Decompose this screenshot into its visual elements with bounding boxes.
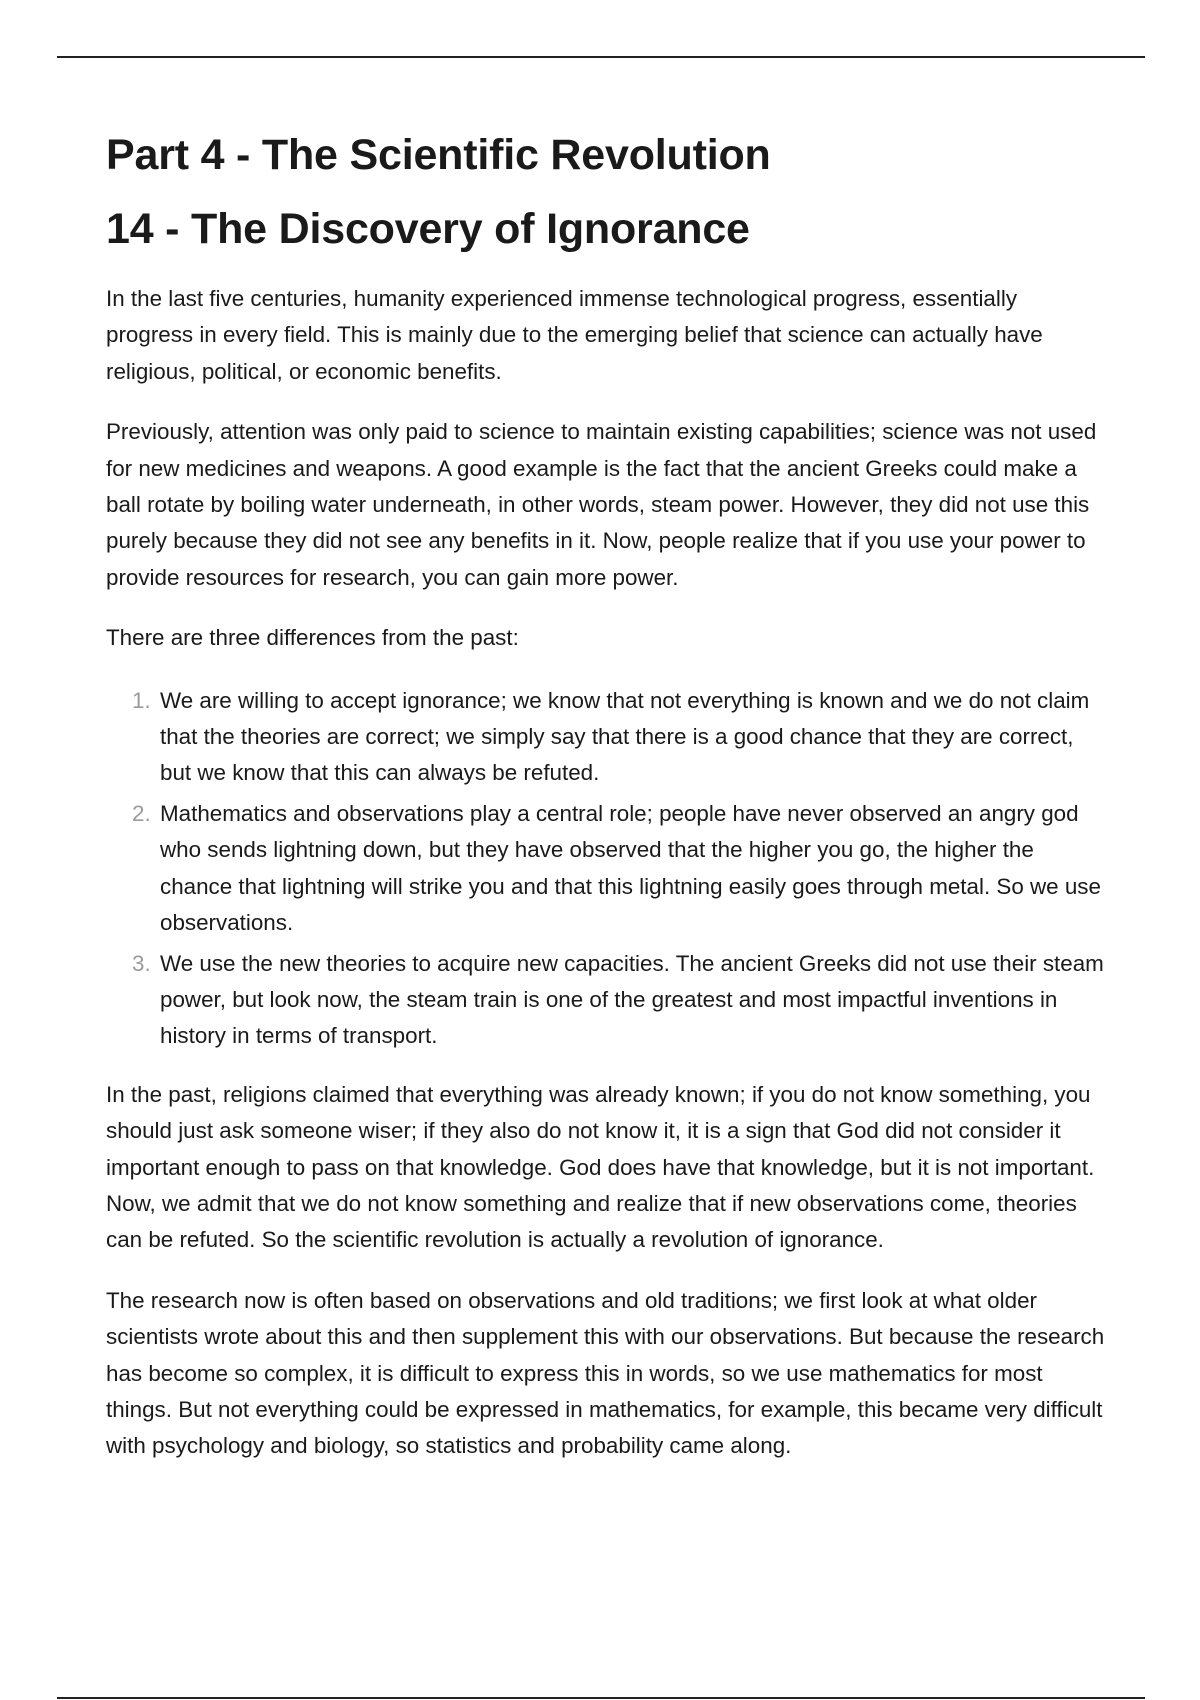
- top-divider: [57, 56, 1145, 58]
- paragraph-previously: Previously, attention was only paid to science to maintain existing capabilities; science was not used for new medicines and weapons. A good example is the fact that the ancient Greeks could make a ball rotate by boiling water underneath, in other words, steam power. However, they did not use this purely because they did not see any benefits in it. Now, people realize that if you use your power to provide resources for research, you can gain more power.: [106, 419, 1097, 590]
- document-body: [106, 120, 1106, 1465]
- list-item: [106, 683, 1106, 792]
- list-item: [106, 796, 1106, 942]
- differences-list: [106, 683, 1106, 1055]
- list-item: [106, 946, 1106, 1055]
- paragraph-differences-lead: There are three differences from the past:: [106, 625, 519, 651]
- list-item-text: Mathematics and observations play a central role; people have never observed an angry god who sends lightning down, but they have observed that the higher you go, the higher the chance that lightning will strike you and that this lightning easily goes through metal. So we use observations.: [160, 800, 1101, 936]
- chapter-title: 14 - The Discovery of Ignorance: [106, 205, 750, 253]
- paragraph-research: The research now is often based on observations and old traditions; we first look at what older scientists wrote about this and then supplement this with our observations. But because the research has become so complex, it is difficult to express this in words, so we use mathematics for most things. But not everything could be expressed in mathematics, for example, this became very difficult with psychology and biology, so statistics and probability came along.: [106, 1287, 1105, 1459]
- list-item-number: 2.: [132, 800, 151, 826]
- paragraph-religions: In the past, religions claimed that everything was already known; if you do not know something, you should just ask someone wiser; if they also do not know it, it is a sign that God did not consider it important enough to pass on that knowledge. God does have that knowledge, but it is not important. Now, we admit that we do not know something and realize that if new observations come, theories can be refuted. So the scientific revolution is actually a revolution of ignorance.: [106, 1081, 1095, 1253]
- bottom-divider: [57, 1697, 1145, 1699]
- part-title: Part 4 - The Scientific Revolution: [106, 131, 771, 179]
- list-item-number: 1.: [132, 687, 151, 713]
- paragraph-intro: In the last five centuries, humanity experienced immense technological progress, essentially progress in every field. This is mainly due to the emerging belief that science can actually have religious, political, or economic benefits.: [106, 286, 1043, 384]
- list-item-text: We are willing to accept ignorance; we know that not everything is known and we do not claim that the theories are correct; we simply say that there is a good chance that they are correct, but we know that this can always be refuted.: [160, 687, 1090, 786]
- list-item-text: We use the new theories to acquire new capacities. The ancient Greeks did not use their steam power, but look now, the steam train is one of the greatest and most impactful inventions in history in terms of transport.: [160, 950, 1104, 1049]
- list-item-number: 3.: [132, 950, 151, 976]
